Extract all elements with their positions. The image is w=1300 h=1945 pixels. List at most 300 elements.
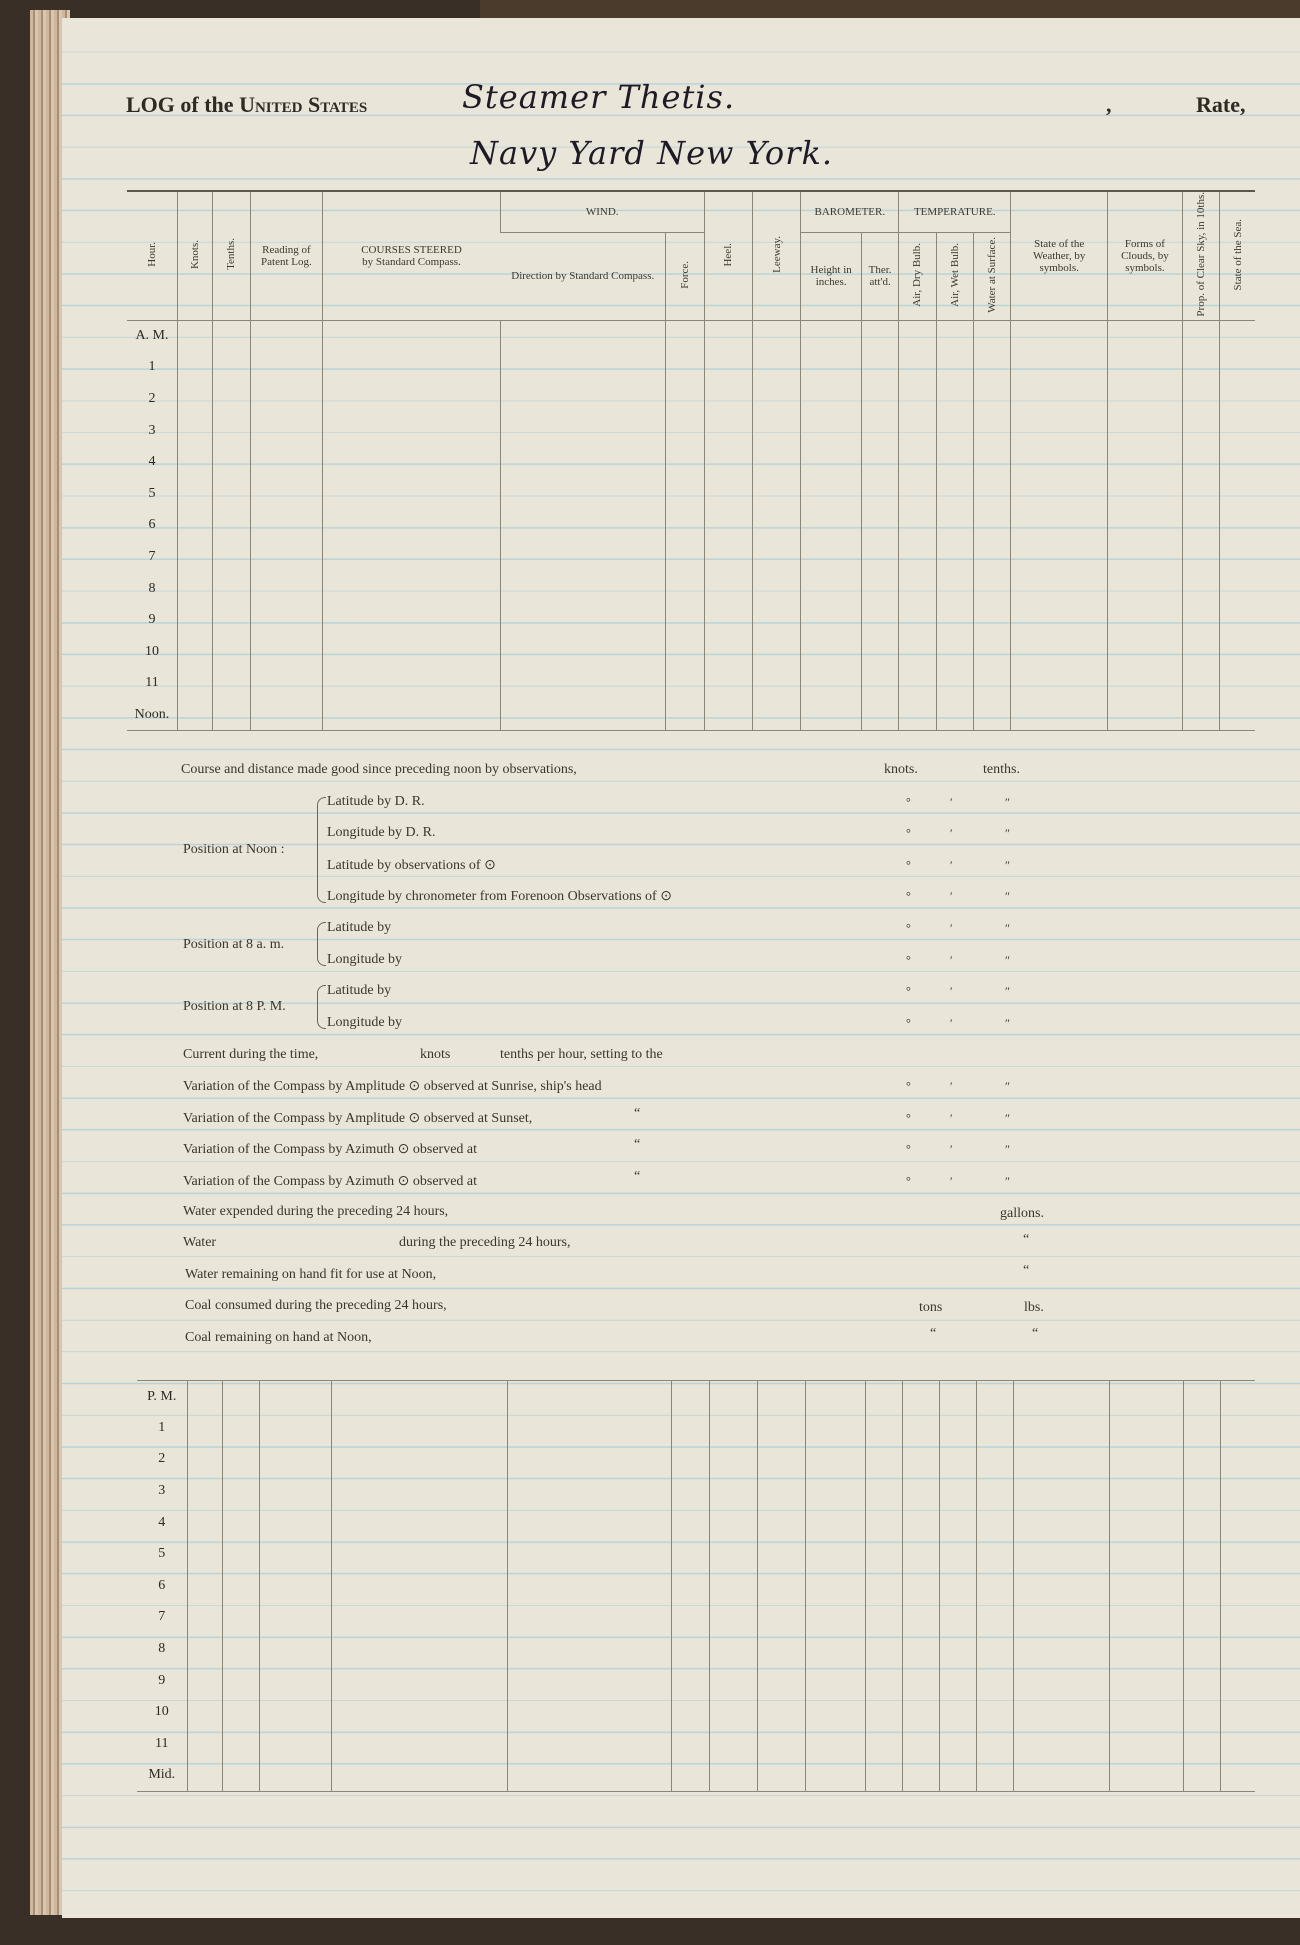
- minute-mark: ′: [950, 858, 953, 872]
- am-cell: [213, 352, 250, 384]
- am-cell: [973, 352, 1010, 384]
- am-cell: [1182, 573, 1219, 605]
- am-cell: [1182, 636, 1219, 668]
- am-cell: [704, 573, 752, 605]
- pm-cell: [1109, 1665, 1183, 1697]
- am-cell: [213, 699, 250, 731]
- am-cell: [500, 699, 665, 731]
- pm-cell: [1183, 1507, 1220, 1539]
- pm-cell: [1220, 1570, 1255, 1602]
- current-knots-label: knots: [420, 1047, 451, 1062]
- pm-cell: [1183, 1475, 1220, 1507]
- am-cell: [861, 699, 898, 731]
- pm-cell: [865, 1570, 902, 1602]
- current-tenths-label: tenths per hour, setting to the: [500, 1047, 663, 1062]
- pm-cell: [1109, 1728, 1183, 1760]
- pm-cell: [671, 1538, 709, 1570]
- am-cell: [500, 541, 665, 573]
- pm-cell: [902, 1696, 939, 1728]
- am-cell: [704, 446, 752, 478]
- am-cell: [801, 383, 862, 415]
- pm-cell: [187, 1602, 222, 1634]
- pm-cell: [507, 1507, 671, 1539]
- var-sunrise-label: Variation of the Compass by Amplitude ⊙ observed at Sunrise, ship's head: [183, 1079, 602, 1094]
- am-cell: [1011, 541, 1108, 573]
- am-hour-label: 7: [148, 549, 156, 565]
- lat-dr-label: Latitude by D. R.: [327, 794, 425, 809]
- pm-row: [137, 1728, 1255, 1760]
- pm-row: [137, 1602, 1255, 1634]
- am-cell: [936, 446, 973, 478]
- degree-mark: °: [906, 953, 911, 967]
- am-cell: [752, 320, 800, 352]
- am-hour-label: 4: [148, 454, 156, 470]
- am-row: [127, 699, 1255, 731]
- pm-cell: [939, 1475, 976, 1507]
- tons-label: tons: [919, 1300, 943, 1315]
- am-cell: [177, 320, 212, 352]
- pm-cell: [187, 1444, 222, 1476]
- pm-cell: [507, 1444, 671, 1476]
- pm-cell: [671, 1444, 709, 1476]
- water-expended-label: Water expended during the preceding 24 hours,: [183, 1204, 449, 1219]
- am-row: [127, 510, 1255, 542]
- am-cell: [1220, 320, 1255, 352]
- minute-mark: ′: [950, 1111, 953, 1125]
- pm-hour-label: 7: [158, 1609, 166, 1625]
- ditto-coal-tons: “: [930, 1326, 937, 1341]
- am-hour-label: 3: [148, 422, 156, 438]
- pm-cell: [1013, 1633, 1109, 1665]
- am-cell: [250, 383, 323, 415]
- pm-cell: [709, 1728, 757, 1760]
- pm-cell: [1220, 1665, 1255, 1697]
- brace-8am: [317, 922, 326, 966]
- am-cell: [861, 415, 898, 447]
- am-cell: [973, 446, 1010, 478]
- am-hour-label: 5: [148, 485, 156, 501]
- second-mark: ″: [1005, 889, 1010, 903]
- pm-cell: [1183, 1412, 1220, 1444]
- pm-hour-label: 10: [154, 1704, 169, 1720]
- pm-hour-label: 6: [158, 1577, 166, 1593]
- pm-cell: [709, 1444, 757, 1476]
- pm-cell: [507, 1538, 671, 1570]
- am-cell: [752, 352, 800, 384]
- am-cell: [899, 478, 936, 510]
- am-cell: [1220, 415, 1255, 447]
- current-label: Current during the time,: [183, 1047, 319, 1062]
- degree-mark: °: [906, 795, 911, 809]
- am-row: [127, 668, 1255, 700]
- pm-cell: [1013, 1665, 1109, 1697]
- pm-cell: [757, 1602, 805, 1634]
- am-cell: [801, 478, 862, 510]
- am-cell: [752, 383, 800, 415]
- col-water-surface: Water at Surface.: [973, 233, 1010, 320]
- am-cell: [899, 320, 936, 352]
- pm-cell: [939, 1665, 976, 1697]
- pm-cell: [709, 1633, 757, 1665]
- pm-cell: [1220, 1633, 1255, 1665]
- am-cell: [1182, 604, 1219, 636]
- lon-8pm-label: Longitude by: [327, 1015, 403, 1030]
- pm-cell: [1013, 1570, 1109, 1602]
- am-cell: [899, 541, 936, 573]
- pm-row: [137, 1760, 1255, 1792]
- am-cell: [250, 352, 323, 384]
- am-row: [127, 541, 1255, 573]
- am-cell: [899, 573, 936, 605]
- pm-cell: [1013, 1412, 1109, 1444]
- am-cell: [1108, 573, 1183, 605]
- am-cell: [752, 541, 800, 573]
- pm-cell: [865, 1696, 902, 1728]
- rate-label: Rate,: [1196, 92, 1246, 117]
- pm-cell: [902, 1602, 939, 1634]
- var-sunset-label: Variation of the Compass by Amplitude ⊙ observed at Sunset,: [183, 1111, 533, 1126]
- pm-cell: [259, 1633, 331, 1665]
- am-cell: [899, 352, 936, 384]
- pm-cell: [331, 1444, 507, 1476]
- coal-remaining-label: Coal remaining on hand at Noon,: [185, 1330, 372, 1345]
- col-clear-sky: Prop. of Clear Sky, in 10ths.: [1182, 191, 1219, 320]
- pm-cell: [259, 1412, 331, 1444]
- am-cell: [323, 446, 501, 478]
- am-cell: [1108, 320, 1183, 352]
- course-knots-label: knots.: [884, 762, 918, 777]
- am-cell: [899, 699, 936, 731]
- pm-cell: [507, 1665, 671, 1697]
- am-cell: [801, 604, 862, 636]
- pm-cell: [757, 1760, 805, 1792]
- am-cell: [704, 478, 752, 510]
- pm-cell: [507, 1412, 671, 1444]
- pm-cell: [709, 1381, 757, 1413]
- am-cell: [250, 604, 323, 636]
- pm-cell: [1013, 1760, 1109, 1792]
- pm-cell: [902, 1412, 939, 1444]
- am-cell: [323, 415, 501, 447]
- am-cell: [500, 320, 665, 352]
- am-cell: [752, 446, 800, 478]
- course-tenths-label: tenths.: [983, 762, 1020, 777]
- am-cell: [1182, 415, 1219, 447]
- col-knots: Knots.: [177, 191, 212, 320]
- title-comma: ,: [1106, 92, 1112, 117]
- am-cell: [752, 510, 800, 542]
- am-cell: [936, 541, 973, 573]
- am-cell: [936, 383, 973, 415]
- minute-mark: ′: [950, 795, 953, 809]
- pm-cell: [939, 1696, 976, 1728]
- am-cell: [323, 636, 501, 668]
- am-cell: [323, 320, 501, 352]
- degree-mark: °: [906, 1174, 911, 1188]
- pm-cell: [1109, 1444, 1183, 1476]
- pm-cell: [939, 1538, 976, 1570]
- am-hour-label: A. M.: [135, 328, 169, 344]
- lat-obs-label: Latitude by observations of ⊙: [327, 858, 496, 873]
- am-cell: [1011, 668, 1108, 700]
- am-cell: [861, 352, 898, 384]
- am-row: [127, 478, 1255, 510]
- pm-cell: [222, 1381, 259, 1413]
- pm-cell: [757, 1570, 805, 1602]
- am-cell: [936, 415, 973, 447]
- am-cell: [250, 573, 323, 605]
- pm-cell: [187, 1475, 222, 1507]
- pm-cell: [1109, 1507, 1183, 1539]
- am-cell: [973, 699, 1010, 731]
- pm-hour-label: 9: [158, 1672, 166, 1688]
- degree-mark: °: [906, 889, 911, 903]
- pm-cell: [331, 1665, 507, 1697]
- am-cell: [500, 383, 665, 415]
- am-cell: [1011, 573, 1108, 605]
- am-cell: [323, 668, 501, 700]
- pm-cell: [902, 1570, 939, 1602]
- am-row: [127, 446, 1255, 478]
- am-cell: [666, 446, 704, 478]
- am-cell: [666, 541, 704, 573]
- ditto-azimuth2: “: [634, 1169, 641, 1184]
- pm-cell: [757, 1412, 805, 1444]
- pm-cell: [1220, 1381, 1255, 1413]
- pm-cell: [709, 1475, 757, 1507]
- am-cell: [1011, 352, 1108, 384]
- am-cell: [899, 636, 936, 668]
- brace-noon: [317, 797, 326, 903]
- am-row: [127, 636, 1255, 668]
- pm-cell: [187, 1760, 222, 1792]
- am-row: [127, 573, 1255, 605]
- am-cell: [936, 510, 973, 542]
- am-cell: [500, 478, 665, 510]
- am-cell: [177, 510, 212, 542]
- second-mark: ″: [1005, 1142, 1010, 1156]
- pm-cell: [757, 1475, 805, 1507]
- second-mark: ″: [1005, 1174, 1010, 1188]
- pm-cell: [1220, 1475, 1255, 1507]
- am-cell: [899, 510, 936, 542]
- am-cell: [1220, 383, 1255, 415]
- am-cell: [936, 478, 973, 510]
- pm-cell: [805, 1412, 865, 1444]
- pm-cell: [902, 1760, 939, 1792]
- pm-cell: [757, 1665, 805, 1697]
- am-cell: [704, 699, 752, 731]
- second-mark: ″: [1005, 921, 1010, 935]
- am-cell: [1182, 383, 1219, 415]
- col-leeway: Leeway.: [752, 191, 800, 320]
- am-cell: [973, 668, 1010, 700]
- am-cell: [250, 446, 323, 478]
- pm-cell: [187, 1665, 222, 1697]
- am-cell: [861, 636, 898, 668]
- pm-cell: [259, 1760, 331, 1792]
- pm-cell: [1109, 1633, 1183, 1665]
- am-cell: [973, 541, 1010, 573]
- pm-hour-label: 5: [158, 1546, 166, 1562]
- pm-cell: [331, 1507, 507, 1539]
- lon-dr-label: Longitude by D. R.: [327, 825, 436, 840]
- am-cell: [973, 636, 1010, 668]
- col-force: Force.: [666, 233, 704, 320]
- pm-cell: [805, 1602, 865, 1634]
- pm-cell: [805, 1538, 865, 1570]
- am-cell: [1220, 510, 1255, 542]
- pm-hour-label: 1: [158, 1419, 166, 1435]
- pm-cell: [222, 1444, 259, 1476]
- pm-cell: [331, 1760, 507, 1792]
- pm-cell: [1183, 1381, 1220, 1413]
- pm-row: [137, 1696, 1255, 1728]
- am-cell: [936, 668, 973, 700]
- pm-cell: [671, 1633, 709, 1665]
- col-weather: State of the Weather, by symbols.: [1011, 191, 1108, 320]
- second-mark: ″: [1005, 858, 1010, 872]
- pm-cell: [709, 1538, 757, 1570]
- pm-cell: [709, 1760, 757, 1792]
- am-cell: [899, 446, 936, 478]
- am-cell: [177, 668, 212, 700]
- courses-sub-label: by Standard Compass.: [362, 255, 461, 268]
- pm-hour-label: 2: [158, 1451, 166, 1467]
- pm-row: [137, 1570, 1255, 1602]
- pm-cell: [671, 1475, 709, 1507]
- ditto-water-remaining: “: [1023, 1263, 1030, 1278]
- ditto-azimuth1: “: [634, 1137, 641, 1152]
- pm-cell: [709, 1696, 757, 1728]
- lon-chron-label: Longitude by chronometer from Forenoon Observations of ⊙: [327, 889, 672, 904]
- degree-mark: °: [906, 826, 911, 840]
- second-mark: ″: [1005, 953, 1010, 967]
- pm-cell: [1220, 1602, 1255, 1634]
- pm-cell: [757, 1444, 805, 1476]
- am-cell: [704, 636, 752, 668]
- pm-cell: [939, 1507, 976, 1539]
- pm-cell: [222, 1696, 259, 1728]
- am-cell: [1182, 699, 1219, 731]
- am-cell: [177, 383, 212, 415]
- pm-cell: [939, 1570, 976, 1602]
- pm-cell: [976, 1538, 1013, 1570]
- am-cell: [500, 573, 665, 605]
- am-hour-label: 9: [148, 612, 156, 628]
- pm-cell: [902, 1507, 939, 1539]
- united-states-label: United States: [239, 92, 368, 117]
- degree-mark: °: [906, 1142, 911, 1156]
- am-cell: [666, 510, 704, 542]
- am-cell: [1011, 699, 1108, 731]
- pm-cell: [331, 1728, 507, 1760]
- pm-cell: [865, 1381, 902, 1413]
- am-cell: [1220, 446, 1255, 478]
- am-cell: [213, 383, 250, 415]
- pm-cell: [671, 1728, 709, 1760]
- pm-cell: [1183, 1538, 1220, 1570]
- col-barometer: BAROMETER.: [801, 191, 899, 233]
- minute-mark: ′: [950, 1016, 953, 1030]
- pm-cell: [939, 1760, 976, 1792]
- second-mark: ″: [1005, 795, 1010, 809]
- am-cell: [861, 510, 898, 542]
- am-cell: [752, 604, 800, 636]
- pm-cell: [1013, 1444, 1109, 1476]
- pm-cell: [222, 1475, 259, 1507]
- am-cell: [666, 383, 704, 415]
- am-cell: [213, 478, 250, 510]
- am-cell: [861, 541, 898, 573]
- water-label: Water: [183, 1235, 217, 1250]
- pm-row: [137, 1412, 1255, 1444]
- pm-row: [137, 1475, 1255, 1507]
- am-cell: [704, 383, 752, 415]
- position-8pm-label: Position at 8 P. M.: [183, 999, 286, 1014]
- pm-cell: [331, 1475, 507, 1507]
- am-cell: [1108, 415, 1183, 447]
- pm-cell: [331, 1412, 507, 1444]
- am-cell: [801, 668, 862, 700]
- pm-cell: [805, 1507, 865, 1539]
- am-cell: [861, 573, 898, 605]
- pm-cell: [865, 1728, 902, 1760]
- am-cell: [801, 415, 862, 447]
- position-noon-label: Position at Noon :: [183, 842, 285, 857]
- am-cell: [704, 320, 752, 352]
- pm-cell: [709, 1570, 757, 1602]
- am-cell: [801, 510, 862, 542]
- am-cell: [1011, 320, 1108, 352]
- am-cell: [666, 573, 704, 605]
- am-cell: [801, 352, 862, 384]
- pm-cell: [1183, 1444, 1220, 1476]
- pm-cell: [865, 1633, 902, 1665]
- brace-8pm: [317, 985, 326, 1029]
- am-cell: [1220, 668, 1255, 700]
- pm-row: [137, 1538, 1255, 1570]
- minute-mark: ′: [950, 953, 953, 967]
- pm-cell: [1013, 1538, 1109, 1570]
- am-cell: [323, 478, 501, 510]
- pm-cell: [259, 1602, 331, 1634]
- am-cell: [213, 415, 250, 447]
- am-row: [127, 320, 1255, 352]
- am-cell: [1108, 446, 1183, 478]
- am-cell: [1108, 478, 1183, 510]
- am-cell: [666, 320, 704, 352]
- am-cell: [177, 352, 212, 384]
- am-cell: [1011, 383, 1108, 415]
- pm-cell: [671, 1412, 709, 1444]
- degree-mark: °: [906, 984, 911, 998]
- pm-cell: [259, 1728, 331, 1760]
- am-cell: [1011, 510, 1108, 542]
- pm-cell: [1220, 1507, 1255, 1539]
- pm-cell: [187, 1538, 222, 1570]
- pm-cell: [259, 1570, 331, 1602]
- am-cell: [1108, 383, 1183, 415]
- pm-cell: [1109, 1538, 1183, 1570]
- pm-cell: [865, 1444, 902, 1476]
- pm-cell: [976, 1475, 1013, 1507]
- pm-row: [137, 1381, 1255, 1413]
- pm-cell: [976, 1507, 1013, 1539]
- pm-cell: [865, 1538, 902, 1570]
- am-cell: [213, 636, 250, 668]
- pm-cell: [865, 1507, 902, 1539]
